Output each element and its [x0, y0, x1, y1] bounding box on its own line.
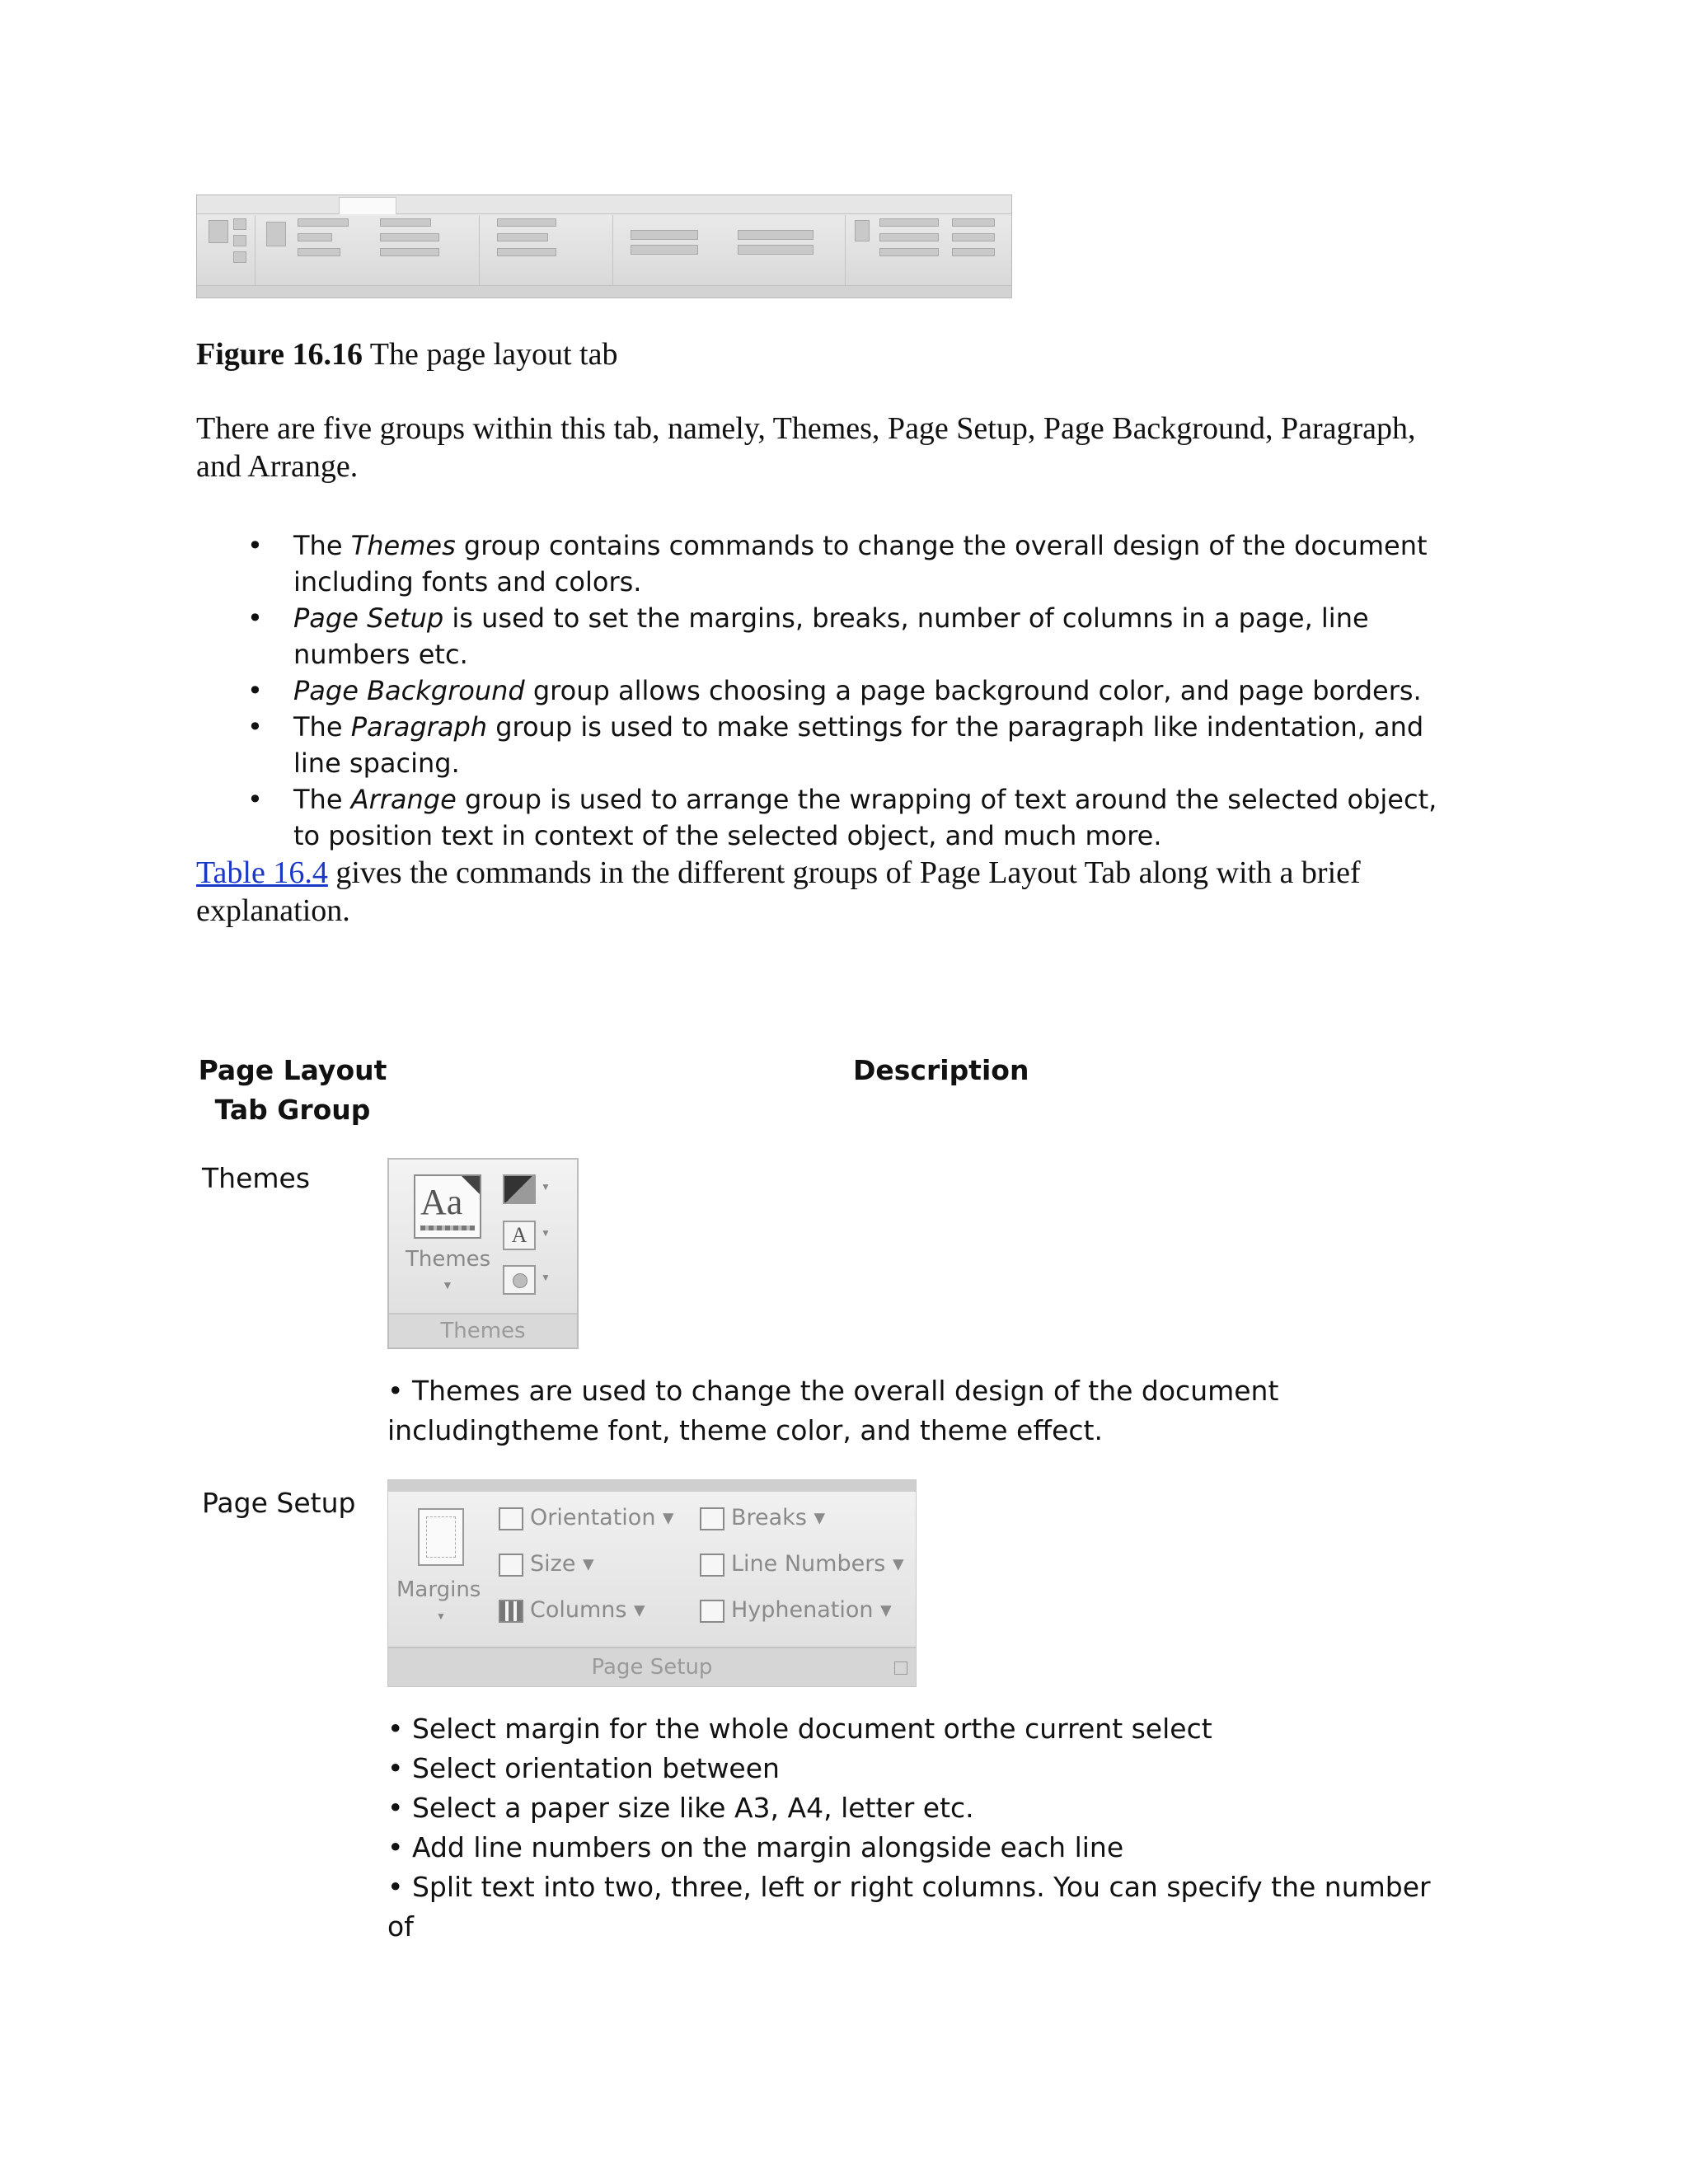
table-16-4-link[interactable]: Table 16.4 — [196, 855, 328, 890]
bullet-group-name: Paragraph — [350, 711, 488, 743]
hyphenation-label: Hyphenation — [731, 1597, 874, 1623]
page-setup-description-item: • Select a paper size like A3, A4, letter etc. — [387, 1792, 974, 1824]
row-group-page-setup: Page Setup — [202, 1487, 356, 1519]
bullet-text-pre: The — [293, 784, 351, 815]
group-bullet-item — [247, 673, 1467, 709]
orientation-icon — [298, 218, 349, 227]
margins-icon — [266, 222, 286, 246]
size-item: Size ▾ — [499, 1551, 594, 1577]
bullet-text-post: group contains commands to change the overall design of the document including fonts and colors. — [293, 530, 1428, 598]
breaks-icon — [380, 218, 431, 227]
themes-big-glyph: Aa — [420, 1182, 463, 1222]
size-icon — [499, 1554, 523, 1577]
indent-right-icon — [631, 245, 698, 255]
margins-icon — [418, 1508, 464, 1566]
line-numbers-item: Line Numbers ▾ — [700, 1551, 904, 1577]
rotate-icon — [952, 248, 995, 256]
group-bullet-item — [247, 527, 1467, 600]
table-reference-text: gives the commands in the different groups of Page Layout Tab along with a brief explanation. — [196, 855, 1361, 928]
hyphenation-item: Hyphenation ▾ — [700, 1597, 892, 1623]
themes-dropdown-arrow-icon: ▼ — [442, 1280, 453, 1292]
page-layout-ribbon-image — [196, 194, 1012, 298]
line-numbers-icon — [380, 233, 439, 241]
figure-number: Figure 16.16 — [196, 337, 363, 372]
page-setup-group-footer: Page Setup — [388, 1647, 916, 1686]
bullet-icon: • — [247, 530, 263, 561]
figure-caption — [196, 336, 617, 373]
theme-fonts-icon — [233, 235, 246, 246]
breaks-item: Breaks ▾ — [700, 1505, 825, 1530]
bullet-group-name: Themes — [350, 530, 456, 561]
size-icon — [298, 233, 332, 241]
ribbon-group-paragraph — [614, 215, 846, 288]
themes-button-label: Themes — [406, 1247, 491, 1272]
page-setup-description-item: • Split text into two, three, left or right columns. You can specify the number of — [387, 1871, 1431, 1943]
ribbon-group-arrange — [846, 215, 1010, 288]
indent-left-icon — [631, 230, 698, 240]
ribbon-group-themes — [200, 215, 256, 288]
theme-effects-icon — [503, 1265, 536, 1295]
intro-paragraph: There are five groups within this tab, namely, Themes, Page Setup, Page Background, Paragraph, and Arrange. — [196, 411, 1416, 484]
ribbon-group-label-strip — [197, 285, 1011, 298]
watermark-icon — [497, 218, 556, 227]
columns-icon — [499, 1600, 523, 1623]
hyphenation-icon — [700, 1600, 724, 1623]
theme-colors-icon — [503, 1174, 536, 1204]
bullet-text-post: group is used to arrange the wrapping of text around the selected object, to position text in context of the selected object, and much more. — [293, 784, 1437, 851]
margins-label: Margins — [396, 1577, 481, 1602]
page-setup-topbar — [388, 1480, 916, 1492]
themes-big-icon — [414, 1174, 481, 1239]
ribbon-group-page-background — [481, 215, 613, 288]
table-header-group-line1: Page Layout — [198, 1054, 387, 1086]
columns-icon — [298, 248, 340, 256]
line-numbers-label: Line Numbers — [731, 1551, 886, 1577]
margins-dropdown-icon: ▼ — [436, 1610, 446, 1622]
size-label: Size — [530, 1551, 576, 1577]
bullet-text-post: group is used to make settings for the paragraph like indentation, and line spacing. — [293, 711, 1424, 779]
bullet-text-pre: The — [293, 530, 351, 561]
ribbon-tab-strip — [197, 195, 1011, 214]
theme-fonts-icon: A — [503, 1221, 536, 1250]
orientation-icon — [499, 1507, 523, 1530]
ribbon-tab-active — [339, 197, 396, 214]
theme-effects-dropdown-icon: ▼ — [541, 1272, 551, 1283]
send-to-back-icon — [879, 233, 939, 241]
page-setup-description-list — [387, 1709, 1459, 1947]
page-setup-description-item: • Add line numbers on the margin alongside each line — [387, 1831, 1124, 1863]
themes-group-image — [387, 1158, 579, 1349]
bullet-text-post: is used to set the margins, breaks, number of columns in a page, line numbers etc. — [293, 602, 1369, 670]
orientation-item: Orientation ▾ — [499, 1505, 674, 1530]
bullet-icon: • — [247, 675, 263, 706]
bullet-icon: • — [247, 784, 263, 815]
bring-to-front-icon — [879, 218, 939, 227]
group-bullet-list — [247, 527, 1467, 854]
columns-label: Columns — [530, 1597, 627, 1623]
dialog-launcher-icon — [894, 1661, 907, 1675]
page-setup-description-item: • Select margin for the whole document orthe current select — [387, 1713, 1212, 1745]
theme-effects-icon — [233, 251, 246, 263]
table-header-group — [198, 1051, 387, 1130]
figure-caption-text: The page layout tab — [362, 337, 618, 372]
row-group-themes: Themes — [202, 1162, 311, 1194]
page-color-icon — [497, 233, 548, 241]
group-bullet-item — [247, 600, 1467, 673]
theme-fonts-dropdown-icon: ▼ — [541, 1227, 551, 1239]
bullet-icon: • — [247, 602, 263, 634]
hyphenation-icon — [380, 248, 439, 256]
group-bullet-item — [247, 781, 1467, 854]
page-setup-group-image — [387, 1479, 917, 1687]
bullet-text-post: group allows choosing a page background color, and page borders. — [524, 675, 1422, 706]
align-icon — [952, 218, 995, 227]
text-wrapping-icon — [879, 248, 939, 256]
spacing-before-icon — [738, 230, 814, 240]
breaks-icon — [700, 1507, 724, 1530]
themes-stripe — [420, 1226, 475, 1230]
page-borders-icon — [497, 248, 556, 256]
bullet-group-name: Arrange — [350, 784, 457, 815]
line-numbers-icon — [700, 1554, 724, 1577]
themes-description: • Themes are used to change the overall design of the document includingtheme font, theme color, and theme effect. — [387, 1375, 1279, 1446]
position-icon — [855, 220, 870, 241]
columns-item: Columns ▾ — [499, 1597, 645, 1623]
ribbon-group-page-setup — [256, 215, 480, 288]
bullet-group-name: Page Background — [293, 675, 525, 706]
themes-corner — [462, 1176, 480, 1194]
spacing-after-icon — [738, 245, 814, 255]
page-setup-description-item: • Select orientation between — [387, 1752, 780, 1784]
table-header-group-line2: Tab Group — [214, 1094, 371, 1126]
table-header-description: Description — [853, 1054, 1029, 1086]
bullet-icon: • — [247, 711, 263, 743]
group-icon — [952, 233, 995, 241]
orientation-label: Orientation — [530, 1505, 656, 1530]
themes-group-footer: Themes — [389, 1313, 577, 1347]
bullet-text-pre: The — [293, 711, 351, 743]
breaks-label: Breaks — [731, 1505, 807, 1530]
group-bullet-item — [247, 709, 1467, 781]
bullet-group-name: Page Setup — [293, 602, 444, 634]
themes-icon — [209, 220, 228, 243]
theme-colors-icon — [233, 218, 246, 230]
table-reference-paragraph — [196, 854, 1465, 930]
theme-colors-dropdown-icon: ▼ — [541, 1181, 551, 1193]
